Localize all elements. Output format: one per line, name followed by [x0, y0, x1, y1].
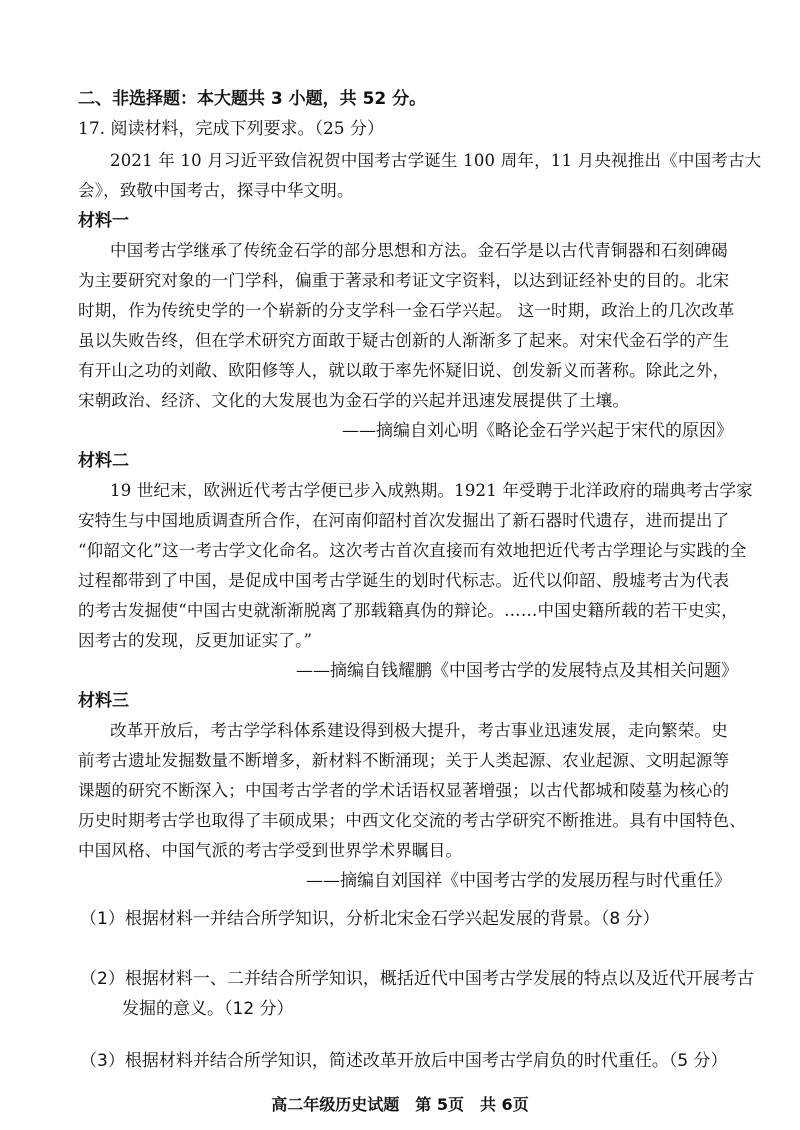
- material2-line: 安特生与中国地质调查所合作，在河南仰韶村首次发掘出了新石器时代遗存，进而提出了: [78, 511, 730, 530]
- question-1: （1）根据材料一并结合所学知识，分析北宋金石学兴起发展的背景。（8 分）: [80, 909, 660, 929]
- material3-label: 材料三: [78, 691, 129, 711]
- material1-line: 中国考古学继承了传统金石学的部分思想和方法。金石学是以古代青铜器和石刻碑碣: [110, 241, 728, 260]
- material2-line: 因考古的发现，反更加证实了。”: [78, 631, 313, 650]
- material2-line: 的考古发掘使“中国古史就渐渐脱离了那载籍真伪的辩论。……中国史籍所载的若干史实，: [78, 601, 738, 620]
- material2-source: ——摘编自钱耀鹏《中国考古学的发展特点及其相关问题》: [296, 661, 738, 681]
- material2-line: “仰韶文化”这一考古学文化命名。这次考古首次直接而有效地把近代考古学理论与实践的全: [78, 541, 747, 560]
- material1-line: 为主要研究对象的一门学科，偏重于著录和考证文字资料，以达到证经补史的目的。北宋: [78, 271, 730, 290]
- question-2: （2）根据材料一、二并结合所学知识，概括近代中国考古学发展的特点以及近代开展考古: [80, 969, 754, 989]
- material2-label: 材料二: [78, 451, 129, 471]
- material1-label: 材料一: [78, 211, 129, 231]
- material3-line: 改革开放后，考古学学科体系建设得到极大提升，考古事业迅速发展，走向繁荣。史: [110, 721, 728, 740]
- question-3: （3）根据材料并结合所学知识，简述改革开放后中国考古学肩负的时代重任。（5 分）: [80, 1051, 728, 1071]
- material3-source: ——摘编自刘国祥《中国考古学的发展历程与时代重任》: [306, 871, 731, 891]
- material3-line: 课题的研究不断深入；中国考古学者的学术话语权显著增强；以古代都城和陵墓为核心的: [78, 781, 730, 800]
- material3-line: 中国风格、中国气派的考古学受到世界学术界瞩目。: [78, 841, 463, 860]
- intro-line: 2021 年 10 月习近平致信祝贺中国考古学诞生 100 周年，11 月央视推出《中国考古大: [110, 151, 762, 170]
- material2-line: 过程都带到了中国，是促成中国考古学诞生的划时代标志。近代以仰韶、殷墟考古为代表: [78, 571, 730, 590]
- material2-line: 19 世纪末，欧洲近代考古学便已步入成熟期。1921 年受聘于北洋政府的瑞典考古学家: [110, 481, 753, 500]
- material1-line: 有开山之功的刘敞、欧阳修等人，就以敢于率先怀疑旧说、创发新义而著称。除此之外，: [78, 361, 730, 380]
- section-heading: 二、非选择题：本大题共 3 小题，共 52 分。: [78, 89, 427, 109]
- intro-line: 会》，致敬中国考古，探寻中华文明。: [78, 181, 354, 200]
- question-title: 17. 阅读材料，完成下列要求。（25 分）: [78, 119, 384, 139]
- material1-source: ——摘编自刘心明《略论金石学兴起于宋代的原因》: [342, 421, 733, 441]
- question-2-cont: 发掘的意义。（12 分）: [122, 999, 294, 1019]
- material3-line: 前考古遗址发掘数量不断增多，新材料不断涌现；关于人类起源、农业起源、文明起源等: [78, 751, 730, 770]
- material1-line: 时期，作为传统史学的一个崭新的分支学科一金石学兴起。 这一时期，政治上的几次改革: [78, 301, 735, 320]
- material1-line: 宋朝政治、经济、文化的大发展也为金石学的兴起并迅速发展提供了土壤。: [78, 391, 630, 410]
- material3-line: 历史时期考古学也取得了丰硕成果；中西文化交流的考古学研究不断推进。具有中国特色、: [78, 811, 746, 830]
- material1-line: 虽以失败告终，但在学术研究方面敢于疑古创新的人渐渐多了起来。对宋代金石学的产生: [78, 331, 730, 350]
- page-footer: 高二年级历史试题 第 5页 共 6页: [271, 1095, 529, 1114]
